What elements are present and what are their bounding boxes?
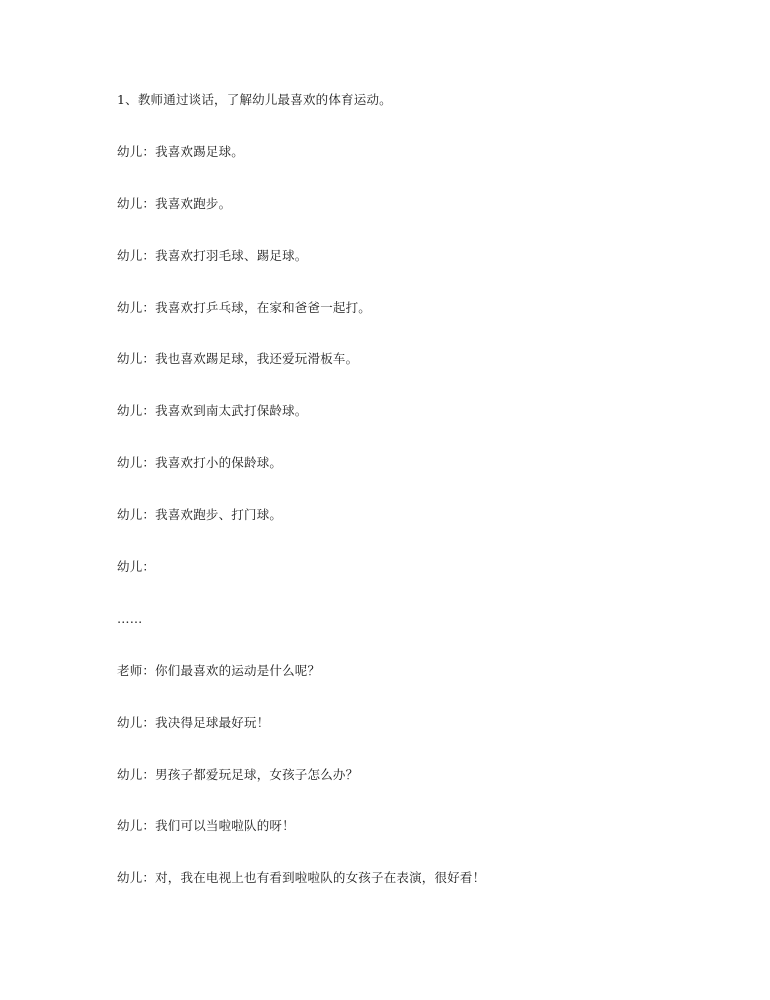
dialogue-line: 幼儿：我喜欢打羽毛球、踢足球。: [117, 247, 308, 263]
dialogue-line: 幼儿：我也喜欢踢足球，我还爱玩滑板车。: [117, 351, 359, 367]
dialogue-line: 幼儿：我喜欢跑步。: [117, 195, 232, 211]
dialogue-line: 幼儿：我决得足球最好玩！: [117, 714, 270, 730]
document-body: [117, 88, 717, 918]
dialogue-line: 幼儿：我们可以当啦啦队的呀！: [117, 818, 295, 834]
dialogue-line: 幼儿：男孩子都爱玩足球，女孩子怎么办？: [117, 766, 359, 782]
dialogue-line: 幼儿：我喜欢跑步、打门球。: [117, 507, 283, 523]
dialogue-line: 幼儿：我喜欢踢足球。: [117, 143, 245, 159]
dialogue-line: 幼儿：: [117, 559, 156, 575]
paragraph-intro: 1、教师通过谈话，了解幼儿最喜欢的体育运动。: [117, 92, 392, 107]
dialogue-line: 幼儿：我喜欢到南太武打保龄球。: [117, 403, 308, 419]
dialogue-line: 幼儿：我喜欢打乒乓球，在家和爸爸一起打。: [117, 299, 372, 315]
teacher-line: 老师：你们最喜欢的运动是什么呢？: [117, 662, 321, 678]
dialogue-line: 幼儿：对，我在电视上也有看到啦啦队的女孩子在表演，很好看！: [117, 870, 486, 886]
ellipsis-line: ……: [117, 610, 143, 626]
dialogue-line: 幼儿：我喜欢打小的保龄球。: [117, 455, 283, 471]
